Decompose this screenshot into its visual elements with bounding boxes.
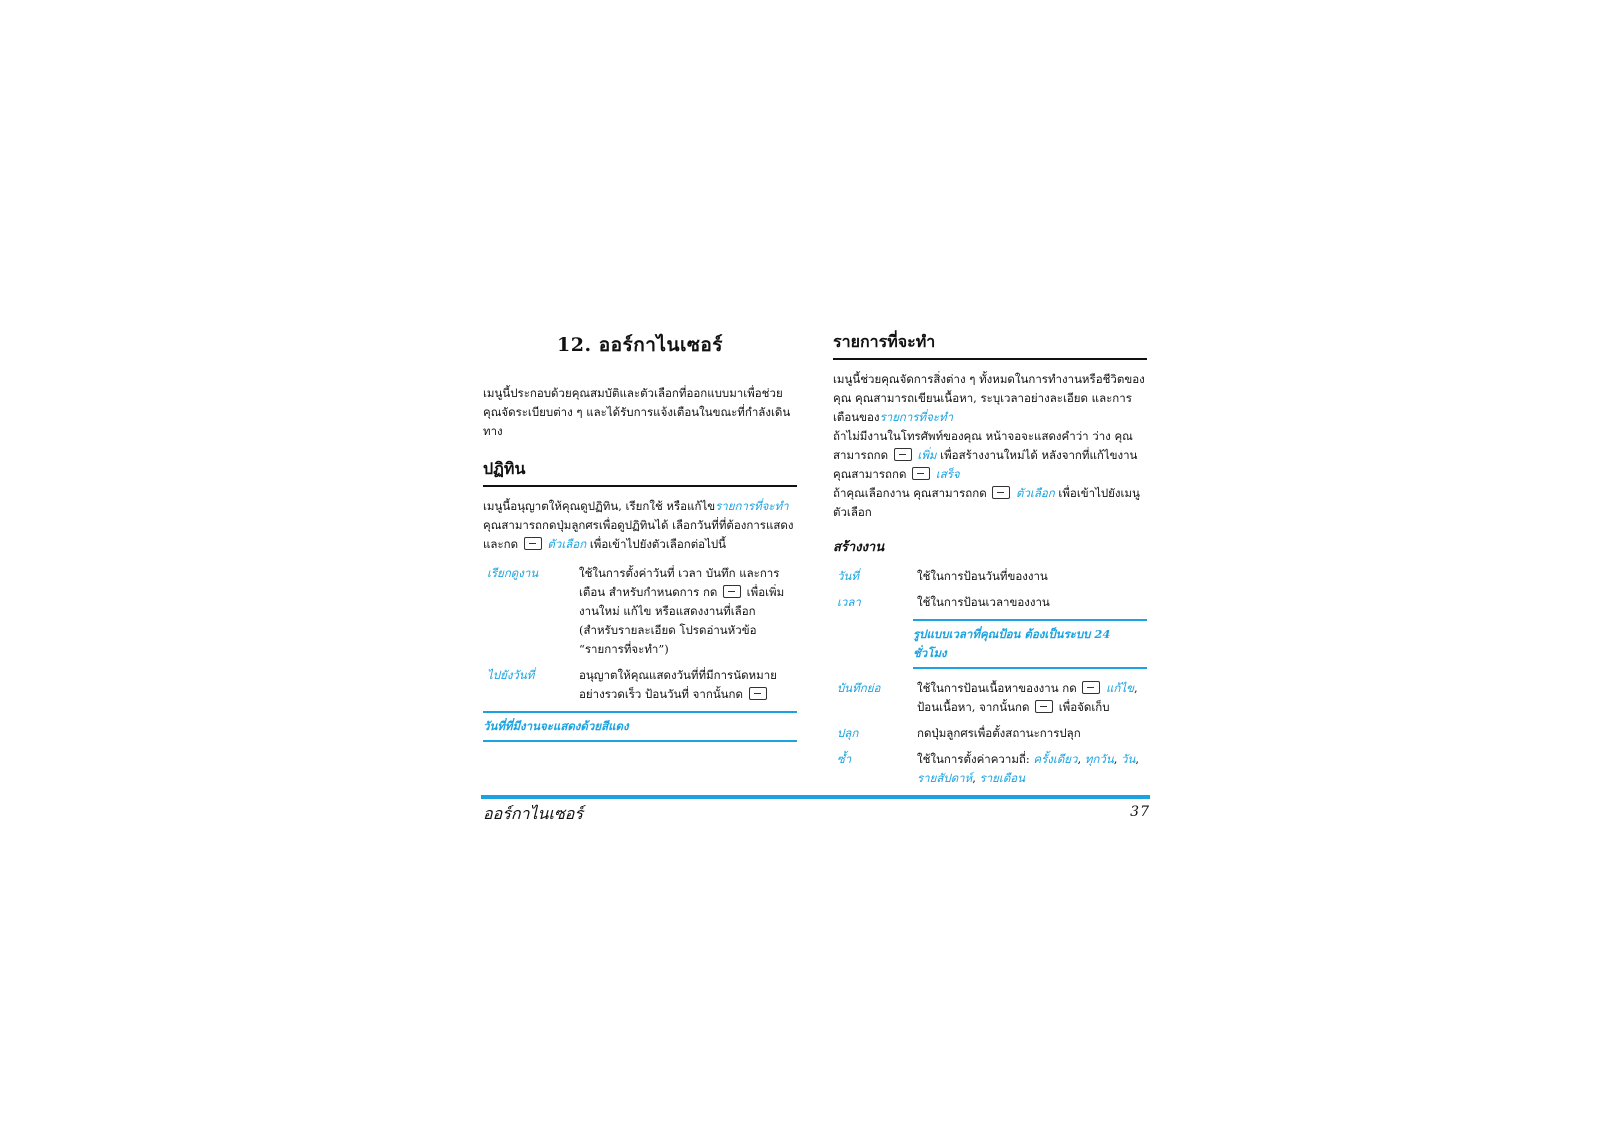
footer-rule [481, 795, 1150, 799]
list-item [833, 750, 1147, 788]
todo-text: ถ้าไม่มีงานในโทรศัพท์ของคุณ หน้าจอจะแสดงคำว่า ว่าง คุณสามารถกด [833, 429, 1133, 462]
softkey-icon [894, 448, 912, 461]
softkey-icon [912, 467, 930, 480]
option-term-go-to-date: ไปยังวันที่ [487, 668, 535, 682]
option-desc-go-to-date [579, 666, 797, 704]
calendar-options [483, 564, 797, 704]
done-label: เสร็จ [935, 467, 960, 481]
todo-text: เมนูนี้ช่วยคุณจัดการสิ่งต่าง ๆ ทั้งหมดในการทำงานหรือชีวิตของคุณ คุณสามารถเขียนเนื้อหา, ระบุเวลาอย่างละเอียด และการเตือนของ [833, 372, 1145, 424]
field-term-alarm: ปลุก [837, 726, 859, 740]
field-desc-alarm: กดปุ่มลูกศรเพื่อตั้งสถานะการปลุก [917, 726, 1081, 740]
todo-text: เพื่อสร้างงานใหม่ได้ หลังจากที่แก้ไขงาน คุณสามารถกด [833, 448, 1138, 481]
list-item [483, 666, 797, 704]
chapter-intro: เมนูนี้ประกอบด้วยคุณสมบัติและตัวเลือกที่ออกแบบมาเพื่อช่วยคุณจัดระเบียบต่าง ๆ และได้รับการแจ้งเตือนในขณะที่กำลังเดินทาง [483, 386, 791, 438]
todo-link: รายการที่จะทำ [879, 410, 954, 424]
field-term-repeat: ซ้ำ [837, 752, 852, 766]
option-desc-view-tasks [579, 564, 797, 659]
desc-text: เพื่อเพิ่มงานใหม่ แก้ไข หรือแสดงงานที่เลือก (สำหรับรายละเอียด โปรดอ่านหัวข้อ “รายการที่จะทำ”) [579, 585, 785, 656]
separator: , [1135, 752, 1139, 766]
softkey-icon [749, 687, 767, 700]
field-desc-memo [917, 679, 1147, 717]
todo-paragraph-2 [833, 427, 1147, 484]
list-item [833, 593, 1147, 612]
list-item [483, 564, 797, 659]
list-item [833, 679, 1147, 717]
option-label: ตัวเลือก [547, 537, 587, 551]
create-task-fields [833, 567, 1147, 788]
chapter-title: 12. ออร์กาไนเซอร์ [557, 334, 723, 356]
option-term-view-tasks: เรียกดูงาน [487, 566, 539, 580]
field-term-date: วันที่ [837, 569, 859, 583]
softkey-icon [1035, 700, 1053, 713]
page-number: 37 [1130, 804, 1150, 820]
todo-link: รายการที่จะทำ [715, 499, 789, 513]
option-label: ตัวเลือก [1015, 486, 1055, 500]
left-column [483, 330, 797, 742]
calendar-heading: ปฏิทิน [483, 457, 797, 487]
edit-label: แก้ไข [1106, 681, 1135, 695]
repeat-text: ใช้ในการตั้งค่าความถี่: [917, 752, 1034, 766]
right-column [833, 330, 1147, 795]
todo-text: ถ้าคุณเลือกงาน คุณสามารถกด [833, 486, 991, 500]
repeat-monthly: รายเดือน [979, 771, 1026, 785]
calendar-text-b: คุณสามารถกดปุ่มลูกศรเพื่อดูปฏิทินได้ เลือกวันที่ที่ต้องการแสดงและกด [483, 518, 794, 551]
todo-heading: รายการที่จะทำ [833, 330, 1147, 360]
time-format-note: รูปแบบเวลาที่คุณป้อน ต้องเป็นระบบ 24 ชั่วโมง [913, 619, 1147, 669]
softkey-icon [723, 585, 741, 598]
field-term-time: เวลา [837, 595, 861, 609]
calendar-paragraph [483, 497, 797, 554]
memo-text: ใช้ในการป้อนเนื้อหาของงาน กด [917, 681, 1081, 695]
footer-section-title: ออร์กาไนเซอร์ [483, 804, 583, 823]
field-term-memo: บันทึกย่อ [837, 681, 881, 695]
memo-text: , ป้อนเนื้อหา, จากนั้นกด [917, 681, 1138, 714]
field-desc-repeat [917, 750, 1147, 788]
todo-paragraph-3 [833, 484, 1147, 522]
memo-text: เพื่อจัดเก็บ [1055, 700, 1110, 714]
calendar-note: วันที่ที่มีงานจะแสดงด้วยสีแดง [483, 711, 797, 742]
todo-paragraph-1 [833, 370, 1147, 427]
repeat-weekly: รายสัปดาห์ [917, 771, 973, 785]
todo-text: เพื่อเข้าไปยังเมนูตัวเลือก [833, 486, 1140, 519]
list-item [833, 724, 1147, 743]
calendar-text-a: เมนูนี้อนุญาตให้คุณดูปฏิทิน, เรียกใช้ หรือแก้ไข [483, 499, 716, 513]
list-item [833, 567, 1147, 586]
create-task-heading: สร้างงาน [833, 540, 885, 555]
repeat-daily: ทุกวัน [1084, 752, 1114, 766]
softkey-icon [992, 486, 1010, 499]
calendar-text-c: เพื่อเข้าไปยังตัวเลือกต่อไปนี้ [586, 537, 727, 551]
separator: , [972, 771, 980, 785]
desc-text: อนุญาตให้คุณแสดงวันที่ที่มีการนัดหมายอย่างรวดเร็ว ป้อนวันที่ จากนั้นกด [579, 668, 777, 701]
field-desc-date: ใช้ในการป้อนวันที่ของงาน [917, 569, 1048, 583]
separator: , [1113, 752, 1122, 766]
add-label: เพิ่ม [917, 448, 937, 462]
softkey-icon [1082, 681, 1100, 694]
repeat-day: วัน [1121, 752, 1136, 766]
field-desc-time: ใช้ในการป้อนเวลาของงาน [917, 595, 1050, 609]
softkey-icon [524, 537, 542, 550]
separator: , [1077, 752, 1085, 766]
repeat-once: ครั้งเดียว [1033, 752, 1078, 766]
desc-text: ใช้ในการตั้งค่าวันที่ เวลา บันทึก และการเตือน สำหรับกำหนดการ กด [579, 566, 780, 599]
